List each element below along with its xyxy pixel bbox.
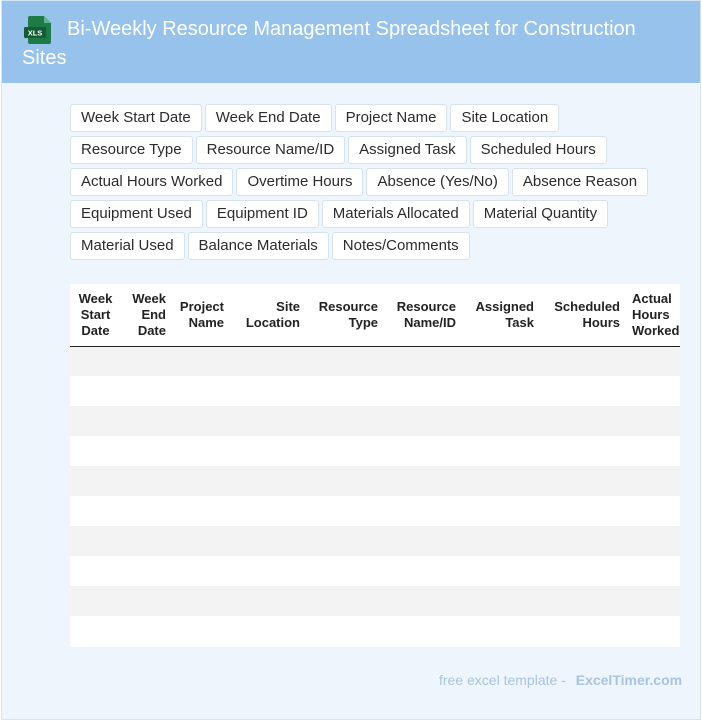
xls-icon-label: XLS — [27, 28, 43, 38]
table-cell[interactable] — [540, 526, 626, 556]
table-cell[interactable] — [172, 376, 230, 406]
table-cell[interactable] — [306, 526, 384, 556]
table-cell[interactable] — [384, 616, 462, 646]
table-cell[interactable] — [540, 346, 626, 376]
page-frame — [1, 0, 701, 720]
table-cell[interactable] — [121, 406, 172, 436]
table-cell[interactable] — [384, 466, 462, 496]
table-container[interactable] — [70, 284, 680, 647]
table-cell[interactable] — [306, 616, 384, 646]
table-cell[interactable] — [626, 376, 680, 406]
table-cell[interactable] — [121, 436, 172, 466]
table-cell[interactable] — [121, 526, 172, 556]
table-cell[interactable] — [306, 466, 384, 496]
table-row — [70, 496, 680, 526]
column-header[interactable]: Resource Name/ID — [384, 284, 462, 346]
field-list — [70, 104, 682, 260]
table-cell[interactable] — [540, 406, 626, 436]
table-cell[interactable] — [384, 526, 462, 556]
table-cell[interactable] — [384, 496, 462, 526]
table-cell[interactable] — [121, 346, 172, 376]
table-cell[interactable] — [172, 526, 230, 556]
footer-credit — [439, 672, 682, 688]
column-header[interactable]: Scheduled Hours — [540, 284, 626, 346]
table-cell[interactable] — [462, 376, 540, 406]
column-header[interactable]: Assigned Task — [462, 284, 540, 346]
table-cell[interactable] — [540, 556, 626, 586]
column-header[interactable]: Week End Date — [121, 284, 172, 346]
table-cell[interactable] — [540, 466, 626, 496]
table-cell[interactable] — [626, 586, 680, 616]
field-chip: Absence (Yes/No) — [366, 168, 508, 196]
table-cell[interactable] — [306, 586, 384, 616]
table-cell[interactable] — [230, 466, 306, 496]
field-chip: Overtime Hours — [236, 168, 363, 196]
table-cell[interactable] — [172, 556, 230, 586]
field-chip: Site Location — [450, 104, 559, 132]
table-cell[interactable] — [306, 436, 384, 466]
page-header — [2, 1, 701, 83]
table-row — [70, 376, 680, 406]
table-row — [70, 556, 680, 586]
table-cell[interactable] — [172, 586, 230, 616]
table-cell[interactable] — [70, 436, 121, 466]
table-cell[interactable] — [540, 436, 626, 466]
table-cell[interactable] — [70, 406, 121, 436]
table-cell[interactable] — [70, 346, 121, 376]
table-cell[interactable] — [306, 346, 384, 376]
table-header-row — [70, 284, 680, 346]
table-cell[interactable] — [462, 616, 540, 646]
table-cell[interactable] — [121, 376, 172, 406]
table-cell[interactable] — [626, 496, 680, 526]
table-cell[interactable] — [172, 466, 230, 496]
table-cell[interactable] — [70, 466, 121, 496]
field-chip: Project Name — [335, 104, 448, 132]
table-row — [70, 406, 680, 436]
table-cell[interactable] — [626, 526, 680, 556]
page-title: Bi-Weekly Resource Management Spreadsheet for Construction Sites — [22, 18, 636, 69]
resource-table — [70, 284, 680, 646]
table-cell[interactable] — [172, 346, 230, 376]
table-cell[interactable] — [540, 586, 626, 616]
table-cell[interactable] — [230, 376, 306, 406]
table-cell[interactable] — [230, 526, 306, 556]
table-cell[interactable] — [626, 346, 680, 376]
field-chip: Material Quantity — [473, 200, 608, 228]
table-cell[interactable] — [462, 466, 540, 496]
table-cell[interactable] — [626, 616, 680, 646]
footer-prefix: free excel template - — [439, 672, 566, 688]
table-cell[interactable] — [172, 436, 230, 466]
table-cell[interactable] — [540, 496, 626, 526]
column-header[interactable]: Site Location — [230, 284, 306, 346]
table-cell[interactable] — [626, 436, 680, 466]
table-cell[interactable] — [384, 436, 462, 466]
table-cell[interactable] — [462, 586, 540, 616]
table-row — [70, 526, 680, 556]
table-cell[interactable] — [306, 406, 384, 436]
field-chip: Balance Materials — [188, 232, 329, 260]
table-row — [70, 586, 680, 616]
table-cell[interactable] — [172, 616, 230, 646]
table-cell[interactable] — [462, 526, 540, 556]
table-cell[interactable] — [462, 406, 540, 436]
field-chip: Week Start Date — [70, 104, 202, 132]
table-cell[interactable] — [540, 616, 626, 646]
table-cell[interactable] — [384, 346, 462, 376]
table-cell[interactable] — [462, 436, 540, 466]
table-row — [70, 346, 680, 376]
field-chip: Week End Date — [205, 104, 332, 132]
table-row — [70, 466, 680, 496]
table-cell[interactable] — [230, 556, 306, 586]
field-chip: Scheduled Hours — [470, 136, 607, 164]
table-cell[interactable] — [462, 556, 540, 586]
column-header[interactable]: Week Start Date — [70, 284, 121, 346]
field-chip: Assigned Task — [348, 136, 466, 164]
table-cell[interactable] — [121, 616, 172, 646]
field-chip: Material Used — [70, 232, 185, 260]
table-cell[interactable] — [230, 436, 306, 466]
table-cell[interactable] — [70, 586, 121, 616]
table-cell[interactable] — [121, 556, 172, 586]
table-cell[interactable] — [462, 346, 540, 376]
column-header[interactable]: Actual Hours Worked — [626, 284, 680, 346]
table-cell[interactable] — [70, 556, 121, 586]
table-cell[interactable] — [384, 406, 462, 436]
table-cell[interactable] — [230, 346, 306, 376]
table-cell[interactable] — [306, 556, 384, 586]
table-cell[interactable] — [121, 466, 172, 496]
field-chip: Materials Allocated — [322, 200, 470, 228]
table-cell[interactable] — [626, 406, 680, 436]
table-cell[interactable] — [172, 496, 230, 526]
table-cell[interactable] — [172, 406, 230, 436]
table-cell[interactable] — [540, 376, 626, 406]
table-cell[interactable] — [230, 496, 306, 526]
field-chip: Equipment Used — [70, 200, 203, 228]
table-cell[interactable] — [230, 406, 306, 436]
table-cell[interactable] — [384, 586, 462, 616]
table-cell[interactable] — [462, 496, 540, 526]
table-cell[interactable] — [70, 376, 121, 406]
table-cell[interactable] — [230, 586, 306, 616]
table-cell[interactable] — [70, 526, 121, 556]
field-chip: Equipment ID — [206, 200, 319, 228]
field-chip: Absence Reason — [512, 168, 648, 196]
table-row — [70, 436, 680, 466]
table-cell[interactable] — [70, 616, 121, 646]
table-cell[interactable] — [230, 616, 306, 646]
field-chip: Resource Name/ID — [196, 136, 346, 164]
field-chip: Notes/Comments — [332, 232, 470, 260]
table-cell[interactable] — [384, 556, 462, 586]
table-row — [70, 616, 680, 646]
column-header[interactable]: Resource Type — [306, 284, 384, 346]
field-chip: Resource Type — [70, 136, 193, 164]
footer-brand-link[interactable]: ExcelTimer.com — [575, 672, 683, 688]
column-header[interactable]: Project Name — [172, 284, 230, 346]
table-cell[interactable] — [626, 466, 680, 496]
table-cell[interactable] — [70, 496, 121, 526]
table-cell[interactable] — [384, 376, 462, 406]
table-cell[interactable] — [306, 376, 384, 406]
table-cell[interactable] — [306, 496, 384, 526]
field-chip: Actual Hours Worked — [70, 168, 233, 196]
table-cell[interactable] — [121, 496, 172, 526]
table-cell[interactable] — [121, 586, 172, 616]
table-cell[interactable] — [626, 556, 680, 586]
